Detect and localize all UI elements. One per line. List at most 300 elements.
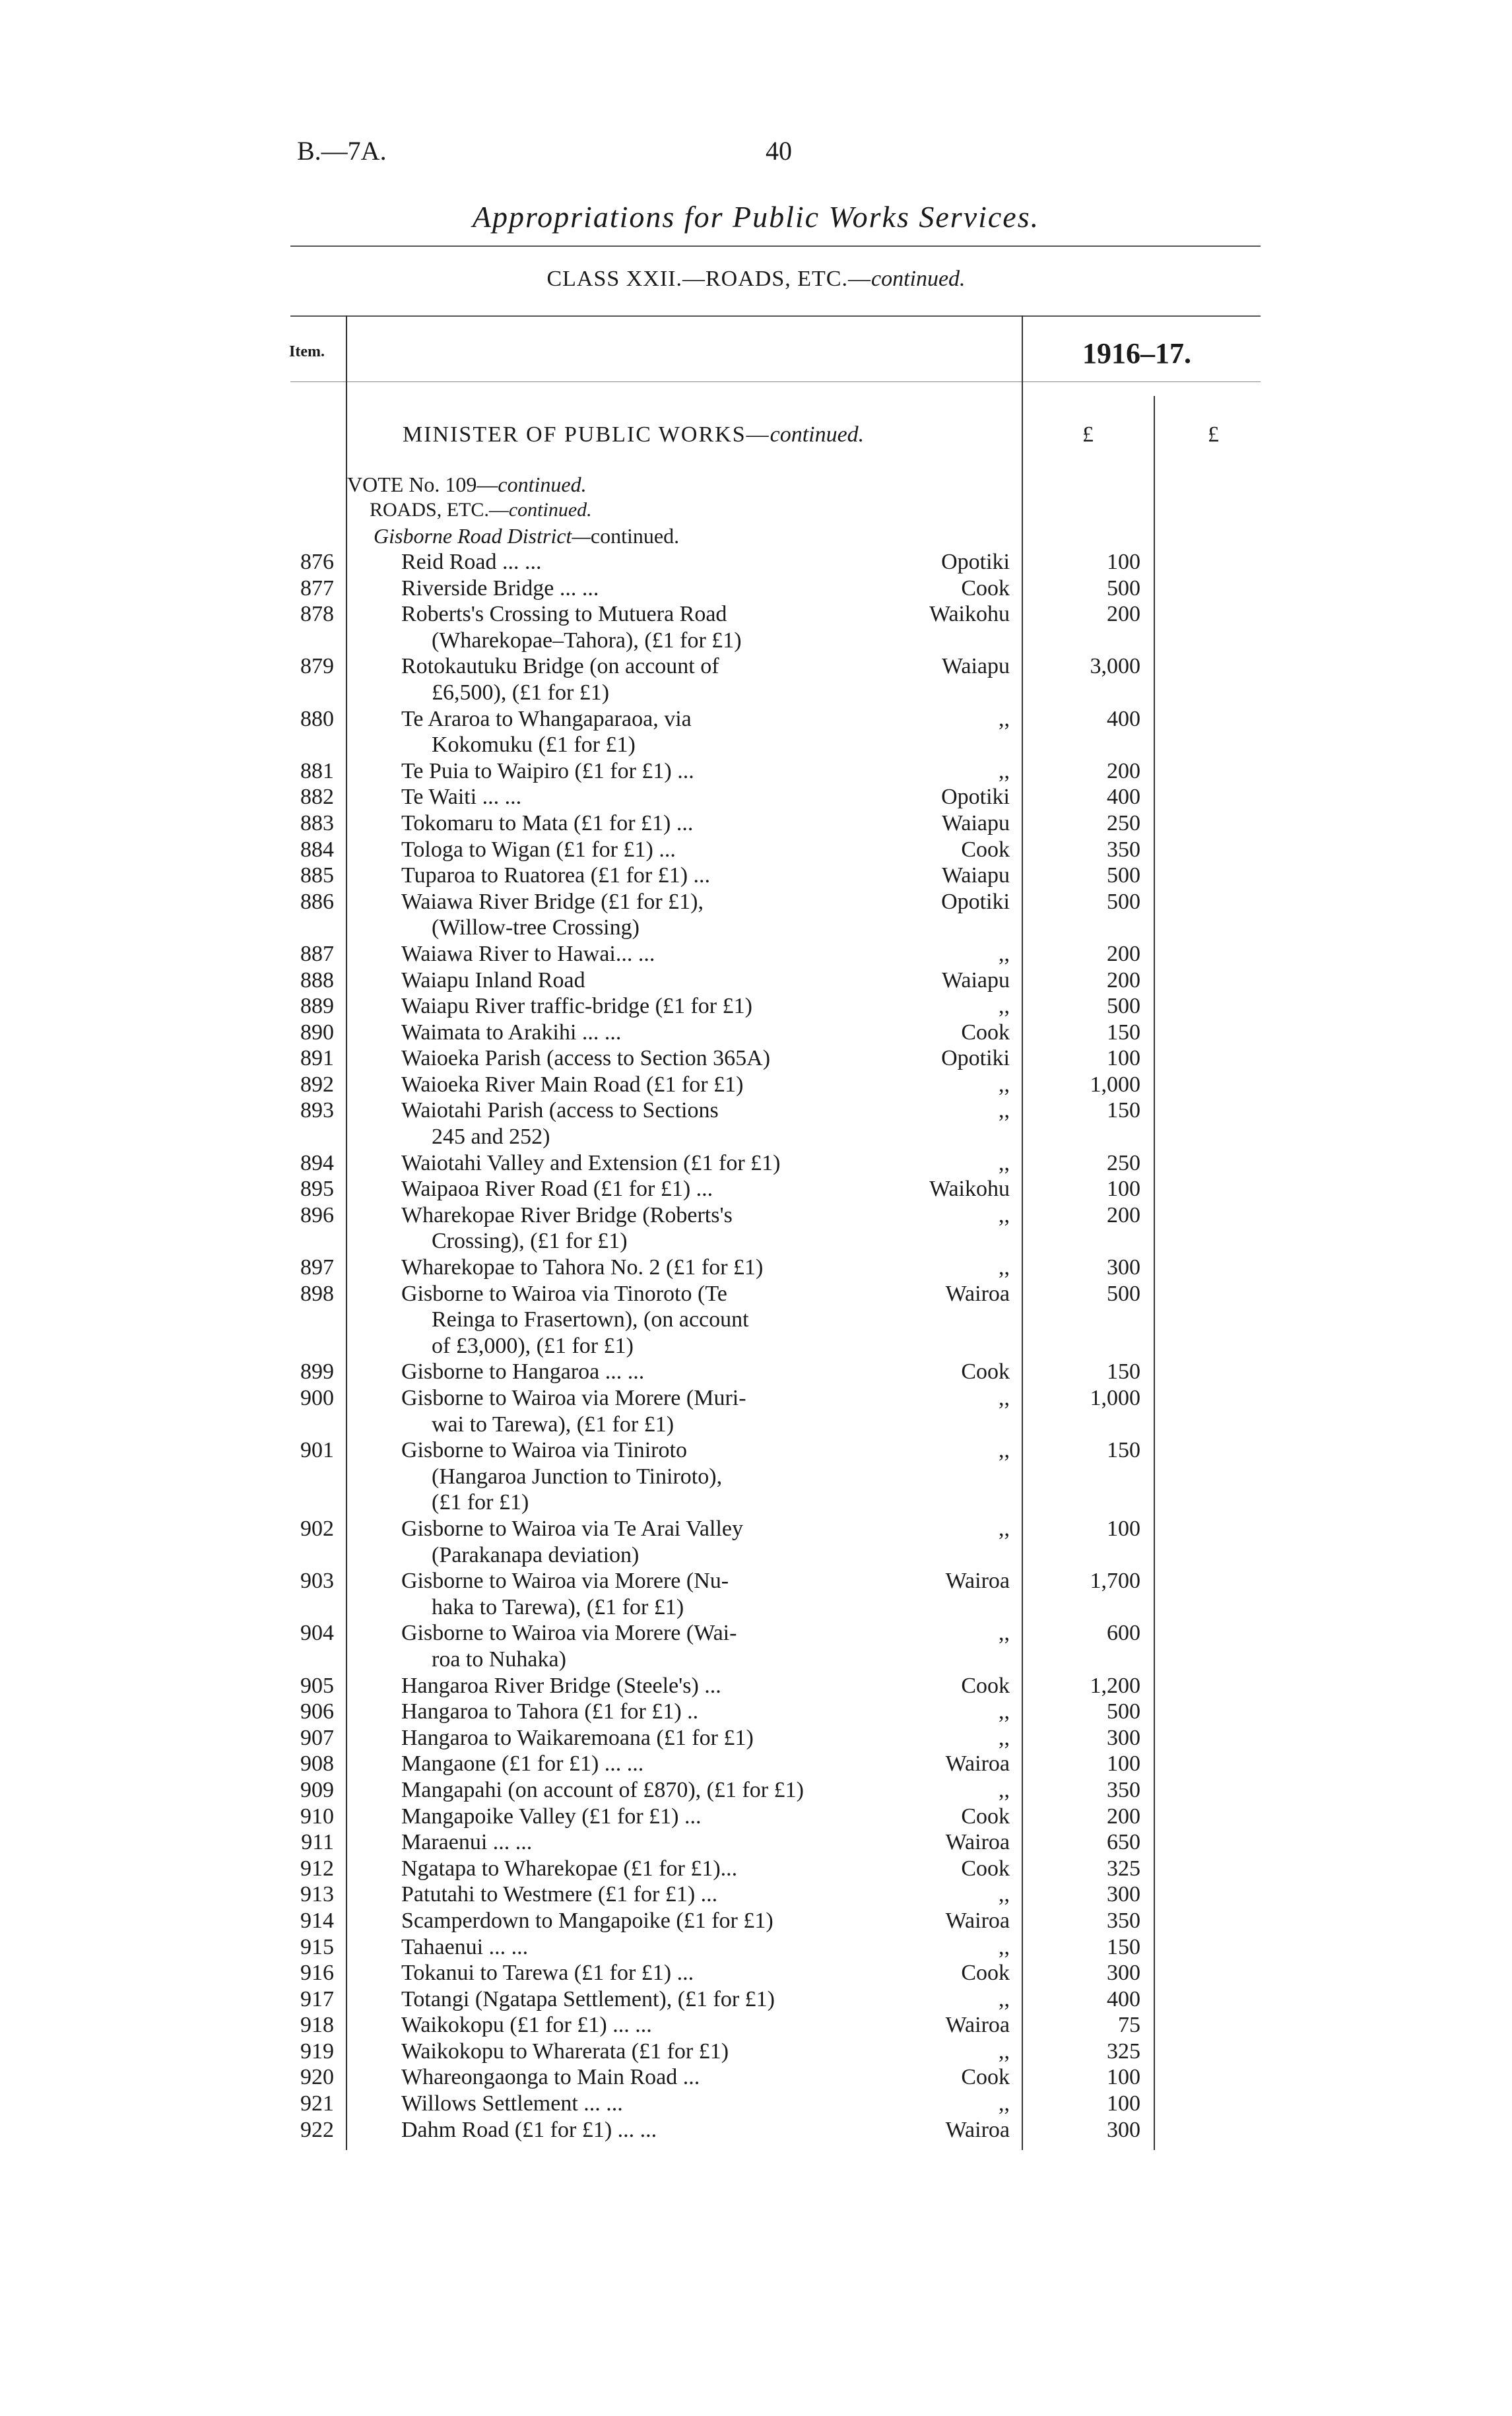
county-name: Waiapu — [942, 967, 1010, 993]
table-row — [0, 706, 1512, 758]
county-name: Cook — [961, 837, 1010, 862]
amount-value: 400 — [1107, 706, 1140, 731]
amount-value: 100 — [1107, 1751, 1140, 1777]
description-line: Ngatapa to Wharekopae (£1 for £1)... — [401, 1856, 738, 1881]
county-name: Wairoa — [945, 1830, 1010, 1855]
amount-value: 150 — [1107, 1359, 1140, 1385]
description-line: Te Puia to Waipiro (£1 for £1) ... — [401, 758, 694, 783]
minister-text: MINISTER OF PUBLIC WORKS— — [403, 422, 770, 447]
county-name: Waikohu — [929, 1177, 1010, 1202]
county-name: ,, — [999, 1438, 1010, 1463]
item-number: 918 — [300, 2013, 334, 2038]
county-name: Cook — [961, 2065, 1010, 2090]
amount-value: 400 — [1107, 1986, 1140, 2011]
item-number: 897 — [300, 1255, 334, 1280]
county-name: Waiapu — [942, 654, 1010, 679]
item-description — [401, 1045, 883, 1072]
table-row — [0, 575, 1512, 602]
item-number: 916 — [300, 1961, 334, 1986]
roads-text: ROADS, ETC.— — [370, 499, 509, 521]
description-line: (Hangaroa Junction to Tiniroto), — [432, 1464, 723, 1489]
description-line: Riverside Bridge ... ... — [401, 575, 599, 601]
table-row — [0, 1881, 1512, 1908]
item-number: 900 — [300, 1386, 334, 1411]
amount-value: 200 — [1107, 758, 1140, 783]
county-name: ,, — [999, 994, 1010, 1019]
item-description — [401, 1829, 883, 1856]
item-description — [401, 1751, 883, 1777]
table-row — [0, 1202, 1512, 1255]
item-number: 893 — [300, 1098, 334, 1123]
item-number: 881 — [300, 758, 334, 783]
table-row — [0, 2039, 1512, 2065]
amount-value: 500 — [1107, 889, 1140, 914]
amount-value: 1,000 — [1090, 1386, 1140, 1411]
item-description — [401, 2091, 883, 2117]
amount-value: 100 — [1107, 2091, 1140, 2116]
amount-value: 1,000 — [1090, 1072, 1140, 1097]
amount-value: 100 — [1107, 2065, 1140, 2090]
item-number: 913 — [300, 1882, 334, 1907]
item-description — [401, 837, 883, 863]
description-line: Te Waiti ... ... — [401, 785, 522, 810]
table-row — [0, 1856, 1512, 1882]
item-number: 889 — [300, 994, 334, 1019]
item-number: 909 — [300, 1777, 334, 1802]
item-description — [401, 1673, 883, 1699]
description-line: Patutahi to Westmere (£1 for £1) ... — [401, 1882, 718, 1907]
amount-value: 500 — [1107, 994, 1140, 1019]
item-number: 876 — [300, 550, 334, 574]
item-number: 882 — [300, 785, 334, 810]
document-reference: B.—7A. — [297, 136, 387, 166]
item-number: 894 — [300, 1150, 334, 1175]
item-description — [401, 1516, 883, 1568]
item-description — [401, 1725, 883, 1751]
table-row — [0, 2064, 1512, 2091]
description-line: Waiotahi Parish (access to Sections — [401, 1098, 719, 1123]
table-row — [0, 1255, 1512, 1281]
table-row — [0, 1045, 1512, 1072]
county-name: Wairoa — [945, 1908, 1010, 1933]
description-line: Tahaenui ... ... — [401, 1934, 529, 1959]
county-name: ,, — [999, 1621, 1010, 1646]
description-line: Waiawa River Bridge (£1 for £1), — [401, 889, 704, 914]
item-number: 877 — [300, 575, 334, 601]
amount-value: 200 — [1107, 602, 1140, 627]
description-line: 245 and 252) — [432, 1125, 550, 1150]
amount-value: 300 — [1107, 1961, 1140, 1986]
amount-value: 3,000 — [1090, 654, 1140, 679]
description-line: Gisborne to Wairoa via Morere (Nu- — [401, 1569, 729, 1594]
table-row — [0, 784, 1512, 810]
county-name: Waikohu — [929, 602, 1010, 627]
description-line: Waiapu Inland Road — [401, 967, 585, 993]
table-row — [0, 1020, 1512, 1046]
table-row — [0, 1281, 1512, 1359]
item-description — [401, 784, 883, 810]
vote-continued: continued. — [498, 473, 587, 496]
item-description — [401, 1908, 883, 1934]
description-line: Whareongaonga to Main Road ... — [401, 2065, 700, 2090]
item-number: 885 — [300, 863, 334, 888]
amount-value: 500 — [1107, 1699, 1140, 1724]
amount-value: 300 — [1107, 1882, 1140, 1907]
description-line: Gisborne to Wairoa via Tinoroto (Te — [401, 1281, 727, 1306]
title-divider — [290, 245, 1261, 247]
year-column-header: 1916–17. — [1082, 337, 1191, 370]
item-number: 908 — [300, 1751, 334, 1777]
amount-value: 200 — [1107, 967, 1140, 993]
description-line: Waiotahi Valley and Extension (£1 for £1) — [401, 1150, 781, 1175]
table-row — [0, 653, 1512, 705]
item-description — [401, 1255, 883, 1281]
item-number: 911 — [301, 1830, 334, 1855]
description-line: Gisborne to Wairoa via Te Arai Valley — [401, 1517, 743, 1541]
item-number: 903 — [300, 1569, 334, 1594]
amount-value: 350 — [1107, 1777, 1140, 1802]
table-row — [0, 1829, 1512, 1856]
county-name: Opotiki — [941, 889, 1010, 914]
description-line: Mangapahi (on account of £870), (£1 for £1) — [401, 1777, 804, 1802]
amount-value: 400 — [1107, 785, 1140, 810]
amount-value: 200 — [1107, 1202, 1140, 1227]
item-number: 887 — [300, 941, 334, 966]
item-number: 878 — [300, 602, 334, 627]
county-name: Wairoa — [945, 1569, 1010, 1594]
description-line: Gisborne to Wairoa via Morere (Wai- — [401, 1621, 737, 1646]
item-number: 905 — [300, 1673, 334, 1698]
table-row — [0, 1908, 1512, 1934]
county-name: ,, — [999, 1777, 1010, 1802]
table-row — [0, 549, 1512, 575]
item-number: 922 — [300, 2117, 334, 2142]
table-row — [0, 758, 1512, 785]
amount-value: 500 — [1107, 1281, 1140, 1306]
item-number: 914 — [300, 1908, 334, 1933]
county-name: ,, — [999, 1699, 1010, 1724]
table-row — [0, 1359, 1512, 1385]
item-description — [401, 549, 883, 575]
item-number: 907 — [300, 1725, 334, 1750]
item-number: 898 — [300, 1281, 334, 1306]
appropriations-table — [0, 549, 1512, 2143]
table-row — [0, 1699, 1512, 1725]
table-row — [0, 1804, 1512, 1830]
county-name: Cook — [961, 575, 1010, 601]
county-name: Cook — [961, 1804, 1010, 1829]
description-line: (Parakanapa deviation) — [432, 1542, 640, 1567]
item-number: 904 — [300, 1621, 334, 1646]
county-name: ,, — [999, 1986, 1010, 2011]
table-row — [0, 2091, 1512, 2117]
amount-value: 350 — [1107, 837, 1140, 862]
table-row — [0, 1725, 1512, 1751]
item-number: 892 — [300, 1072, 334, 1097]
description-line: Mangaone (£1 for £1) ... ... — [401, 1751, 644, 1777]
item-description — [401, 758, 883, 785]
description-line: £6,500), (£1 for £1) — [432, 680, 610, 705]
class-title-text: CLASS XXII.—ROADS, ETC.— — [546, 267, 871, 291]
description-line: Hangaroa to Waikaremoana (£1 for £1) — [401, 1725, 754, 1750]
amount-value: 250 — [1107, 810, 1140, 835]
item-description — [401, 1020, 883, 1046]
county-name: ,, — [999, 941, 1010, 966]
county-name: Cook — [961, 1856, 1010, 1881]
amount-value: 1,200 — [1090, 1673, 1140, 1698]
description-line: Gisborne to Wairoa via Tiniroto — [401, 1438, 687, 1463]
item-description — [401, 1777, 883, 1804]
item-number: 895 — [300, 1177, 334, 1202]
amount-value: 250 — [1107, 1150, 1140, 1175]
item-description — [401, 1097, 883, 1150]
item-description — [401, 1150, 883, 1177]
item-description — [401, 601, 883, 653]
county-name: ,, — [999, 706, 1010, 731]
item-description — [401, 1437, 883, 1516]
description-line: Waioeka Parish (access to Section 365A) — [401, 1046, 771, 1071]
description-line: Waipaoa River Road (£1 for £1) ... — [401, 1177, 713, 1202]
description-line: Reid Road ... ... — [401, 550, 542, 574]
item-description — [401, 1385, 883, 1437]
minister-continued: continued. — [770, 422, 865, 447]
table-row — [0, 1751, 1512, 1777]
county-name: ,, — [999, 1934, 1010, 1959]
vote-heading — [347, 473, 587, 497]
table-row — [0, 1777, 1512, 1804]
county-name: Waiapu — [942, 863, 1010, 888]
amount-value: 300 — [1107, 1255, 1140, 1280]
table-row — [0, 967, 1512, 994]
item-description — [401, 1202, 883, 1255]
county-name: ,, — [999, 1150, 1010, 1175]
item-description — [401, 993, 883, 1020]
description-line: of £3,000), (£1 for £1) — [432, 1333, 634, 1358]
description-line: Waiawa River to Hawai... ... — [401, 941, 655, 966]
item-number: 899 — [300, 1359, 334, 1385]
roads-continued: continued. — [508, 499, 592, 521]
table-row — [0, 1150, 1512, 1177]
item-number: 879 — [300, 654, 334, 679]
description-line: Gisborne to Wairoa via Morere (Muri- — [401, 1386, 746, 1411]
item-number: 912 — [300, 1856, 334, 1881]
item-description — [401, 2012, 883, 2039]
table-row — [0, 1385, 1512, 1437]
table-row — [0, 1620, 1512, 1672]
table-row — [0, 1934, 1512, 1961]
county-name: ,, — [999, 1255, 1010, 1280]
county-name: Wairoa — [945, 1751, 1010, 1777]
county-name: Cook — [961, 1020, 1010, 1045]
item-description — [401, 1072, 883, 1098]
item-number: 891 — [300, 1046, 334, 1071]
amount-value: 300 — [1107, 2117, 1140, 2142]
description-line: Waioeka River Main Road (£1 for £1) — [401, 1072, 744, 1097]
district-heading — [374, 524, 679, 548]
county-name: ,, — [999, 1202, 1010, 1227]
item-number: 920 — [300, 2065, 334, 2090]
description-line: haka to Tarewa), (£1 for £1) — [432, 1594, 684, 1619]
amount-value: 75 — [1118, 2013, 1140, 2038]
county-name: ,, — [999, 2039, 1010, 2064]
item-description — [401, 1359, 883, 1385]
amount-value: 350 — [1107, 1908, 1140, 1933]
description-line: Mangapoike Valley (£1 for £1) ... — [401, 1804, 702, 1829]
item-description — [401, 863, 883, 889]
table-row — [0, 993, 1512, 1020]
item-description — [401, 1804, 883, 1830]
description-line: Willows Settlement ... ... — [401, 2091, 623, 2116]
description-line: Wharekopae to Tahora No. 2 (£1 for £1) — [401, 1255, 764, 1280]
amount-value: 325 — [1107, 1856, 1140, 1881]
item-description — [401, 1934, 883, 1961]
district-text: Gisborne Road District— — [374, 524, 591, 548]
amount-value: 200 — [1107, 1804, 1140, 1829]
description-line: (£1 for £1) — [432, 1490, 529, 1515]
description-line: Tokanui to Tarewa (£1 for £1) ... — [401, 1961, 694, 1986]
table-row — [0, 1072, 1512, 1098]
page-number: 40 — [766, 136, 792, 166]
item-description — [401, 810, 883, 837]
description-line: (Wharekopae–Tahora), (£1 for £1) — [432, 628, 742, 653]
county-name: ,, — [999, 1072, 1010, 1097]
table-row — [0, 863, 1512, 889]
description-line: Waimata to Arakihi ... ... — [401, 1020, 622, 1045]
item-description — [401, 1699, 883, 1725]
item-number: 883 — [300, 810, 334, 835]
description-line: Kokomuku (£1 for £1) — [432, 733, 636, 758]
item-description — [401, 1856, 883, 1882]
item-description — [401, 2117, 883, 2143]
description-line: Waikokopu (£1 for £1) ... ... — [401, 2013, 652, 2038]
county-name: Cook — [961, 1673, 1010, 1698]
table-row — [0, 2117, 1512, 2143]
description-line: Te Araroa to Whangaparaoa, via — [401, 706, 692, 731]
item-description — [401, 1176, 883, 1202]
item-description — [401, 1281, 883, 1359]
description-line: Dahm Road (£1 for £1) ... ... — [401, 2117, 657, 2142]
item-description — [401, 706, 883, 758]
item-description — [401, 653, 883, 705]
amount-value: 600 — [1107, 1621, 1140, 1646]
item-description — [401, 1568, 883, 1620]
item-description — [401, 575, 883, 602]
description-line: Tokomaru to Mata (£1 for £1) ... — [401, 810, 694, 835]
county-name: Wairoa — [945, 2013, 1010, 2038]
table-row — [0, 601, 1512, 653]
description-line: Roberts's Crossing to Mutuera Road — [401, 602, 727, 627]
item-description — [401, 2064, 883, 2091]
county-name: ,, — [999, 2091, 1010, 2116]
item-description — [401, 967, 883, 994]
item-number: 880 — [300, 706, 334, 731]
description-line: Maraenui ... ... — [401, 1830, 533, 1855]
roads-heading — [370, 499, 592, 521]
item-number: 890 — [300, 1020, 334, 1045]
item-number: 886 — [300, 889, 334, 914]
table-row — [0, 2012, 1512, 2039]
table-row — [0, 837, 1512, 863]
amount-value: 325 — [1107, 2039, 1140, 2064]
amount-value: 500 — [1107, 863, 1140, 888]
table-row — [0, 1673, 1512, 1699]
amount-value: 100 — [1107, 1517, 1140, 1541]
table-row — [0, 1097, 1512, 1150]
county-name: ,, — [999, 758, 1010, 783]
description-line: Wharekopae River Bridge (Roberts's — [401, 1202, 733, 1227]
item-number: 915 — [300, 1934, 334, 1959]
amount-value: 150 — [1107, 1098, 1140, 1123]
county-name: Wairoa — [945, 2117, 1010, 2142]
item-number: 921 — [300, 2091, 334, 2116]
item-description — [401, 1986, 883, 2013]
pound-sign-2: £ — [1208, 422, 1219, 447]
class-title-continued: continued. — [871, 267, 966, 291]
minister-heading — [403, 422, 864, 447]
county-name: ,, — [999, 1386, 1010, 1411]
county-name: Wairoa — [945, 1281, 1010, 1306]
table-row — [0, 1437, 1512, 1516]
table-row — [0, 889, 1512, 941]
description-line: Waiapu River traffic-bridge (£1 for £1) — [401, 994, 752, 1019]
county-name: ,, — [999, 1725, 1010, 1750]
county-name: Cook — [961, 1359, 1010, 1385]
description-line: Hangaroa to Tahora (£1 for £1) .. — [401, 1699, 699, 1724]
table-row — [0, 1960, 1512, 1986]
item-number: 906 — [300, 1699, 334, 1724]
amount-value: 650 — [1107, 1830, 1140, 1855]
item-number: 896 — [300, 1202, 334, 1227]
county-name: ,, — [999, 1882, 1010, 1907]
county-name: Cook — [961, 1961, 1010, 1986]
item-number: 902 — [300, 1517, 334, 1541]
table-row — [0, 1516, 1512, 1568]
table-row — [0, 810, 1512, 837]
table-row — [0, 941, 1512, 967]
item-number: 888 — [300, 967, 334, 993]
description-line: (Willow-tree Crossing) — [432, 915, 640, 940]
amount-value: 150 — [1107, 1438, 1140, 1463]
item-description — [401, 941, 883, 967]
item-column-header: Item. — [289, 343, 325, 360]
vote-text: VOTE No. 109— — [347, 473, 498, 496]
item-description — [401, 1620, 883, 1672]
item-number: 919 — [300, 2039, 334, 2064]
description-line: Rotokautuku Bridge (on account of — [401, 654, 719, 679]
description-line: roa to Nuhaka) — [432, 1647, 566, 1672]
county-name: ,, — [999, 1098, 1010, 1123]
item-number: 884 — [300, 837, 334, 862]
description-line: Tuparoa to Ruatorea (£1 for £1) ... — [401, 863, 711, 888]
description-line: Crossing), (£1 for £1) — [432, 1229, 628, 1254]
item-number: 917 — [300, 1986, 334, 2011]
county-name: Opotiki — [941, 550, 1010, 574]
description-line: Scamperdown to Mangapoike (£1 for £1) — [401, 1908, 773, 1933]
item-number: 901 — [300, 1438, 334, 1463]
item-description — [401, 1960, 883, 1986]
amount-value: 100 — [1107, 550, 1140, 574]
county-name: ,, — [999, 1517, 1010, 1541]
amount-value: 1,700 — [1090, 1569, 1140, 1594]
description-line: Tologa to Wigan (£1 for £1) ... — [401, 837, 676, 862]
county-name: Opotiki — [941, 1046, 1010, 1071]
amount-value: 100 — [1107, 1046, 1140, 1071]
table-row — [0, 1568, 1512, 1620]
description-line: Totangi (Ngatapa Settlement), (£1 for £1) — [401, 1986, 775, 2011]
amount-value: 300 — [1107, 1725, 1140, 1750]
county-name: Opotiki — [941, 785, 1010, 810]
amount-value: 200 — [1107, 941, 1140, 966]
